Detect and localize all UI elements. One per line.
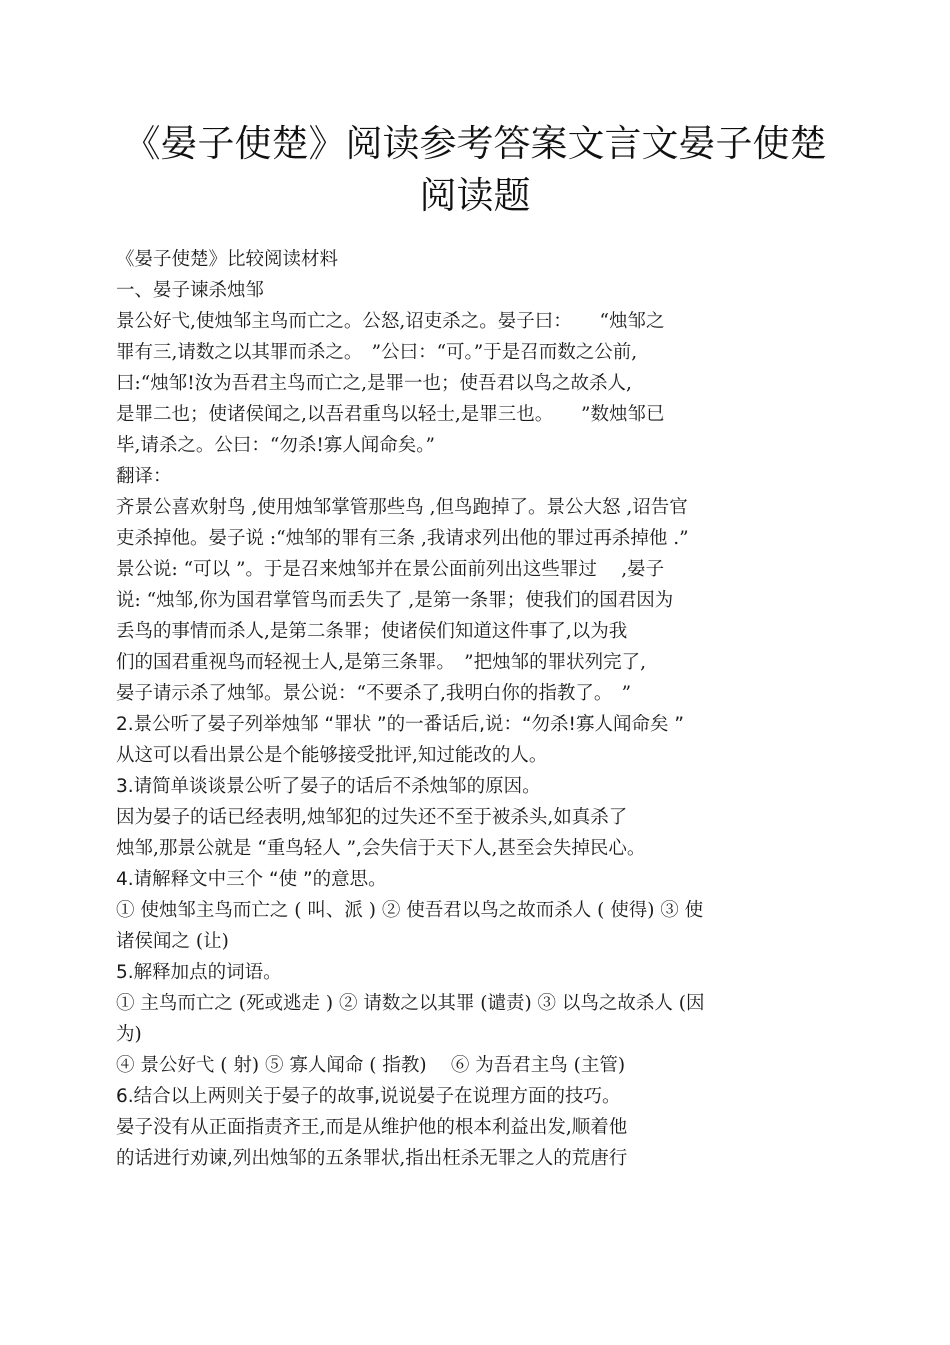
answer-line: 从这可以看出景公是个能够接受批评,知过能改的人。	[116, 745, 548, 766]
answer-line: 因为晏子的话已经表明,烛邹犯的过失还不至于被杀头,如真杀了	[116, 807, 628, 828]
answer-line: 诸侯闻之 (让)	[116, 931, 229, 952]
text-line: 景公好弋,使烛邹主鸟而亡之。公怒,诏吏杀之。晏子曰： “烛邹之	[116, 311, 665, 332]
question-line: 4.请解释文中三个 “使 ”的意思。	[116, 869, 387, 890]
translation-heading: 翻译：	[116, 466, 172, 487]
text-line: 罪有三,请数之以其罪而杀之。 ”公曰：“可。”于是召而数之公前,	[116, 342, 638, 363]
text-line: 们的国君重视鸟而轻视士人,是第三条罪。 ”把烛邹的罪状列完了,	[116, 652, 646, 673]
answer-line: 的话进行劝谏,列出烛邹的五条罪状,指出枉杀无罪之人的荒唐行	[116, 1148, 628, 1169]
question-line: 3.请简单谈谈景公听了晏子的话后不杀烛邹的原因。	[116, 776, 541, 797]
question-line: 5.解释加点的词语。	[116, 962, 282, 983]
document-title	[60, 118, 890, 222]
answer-line: ① 使烛邹主鸟而亡之 ( 叫、派 ) ② 使吾君以鸟之故而杀人 ( 使得) ③ 使	[116, 900, 704, 921]
text-line: 齐景公喜欢射鸟 ,使用烛邹掌管那些鸟 ,但鸟跑掉了。景公大怒 ,诏告官	[116, 497, 688, 518]
title-line-1: 《晏子使楚》阅读参考答案文言文晏子使楚	[123, 122, 827, 165]
section-heading: 一、晏子谏杀烛邹	[116, 280, 265, 301]
answer-line: 为)	[116, 1024, 142, 1045]
text-line: 晏子请示杀了烛邹。景公说：“不要杀了,我明白你的指教了。 ”	[116, 683, 632, 704]
text-line: 景公说: “可以 ”。于是召来烛邹并在景公面前列出这些罪过 ,晏子	[116, 559, 665, 580]
answer-line: ① 主鸟而亡之 (死或逃走 ) ② 请数之以其罪 (谴责) ③ 以鸟之故杀人 (因	[116, 993, 705, 1014]
document-body	[116, 244, 836, 1174]
answer-line: 烛邹,那景公就是 “重鸟轻人 ”,会失信于天下人,甚至会失掉民心。	[116, 838, 646, 859]
question-line: 6.结合以上两则关于晏子的故事,说说晏子在说理方面的技巧。	[116, 1086, 621, 1107]
text-line: 说: “烛邹,你为国君掌管鸟而丢失了 ,是第一条罪；使我们的国君因为	[116, 590, 674, 611]
text-line: 是罪二也；使诸侯闻之,以吾君重鸟以轻士,是罪三也。 ”数烛邹已	[116, 404, 665, 425]
text-line: 毕,请杀之。公曰：“勿杀!寡人闻命矣。”	[116, 435, 435, 456]
text-line: 《晏子使楚》比较阅读材料	[116, 249, 339, 270]
title-line-2: 阅读题	[419, 174, 531, 217]
answer-line: ④ 景公好弋 ( 射) ⑤ 寡人闻命 ( 指教) ⑥ 为吾君主鸟 (主管)	[116, 1055, 626, 1076]
question-line: 2.景公听了晏子列举烛邹 “罪状 ”的一番话后,说：“勿杀!寡人闻命矣 ”	[116, 714, 684, 735]
text-line: 丢鸟的事情而杀人,是第二条罪；使诸侯们知道这件事了,以为我	[116, 621, 628, 642]
text-line: 曰:“烛邹!汝为吾君主鸟而亡之,是罪一也；使吾君以鸟之故杀人,	[116, 373, 632, 394]
text-line: 吏杀掉他。晏子说 :“烛邹的罪有三条 ,我请求列出他的罪过再杀掉他 .”	[116, 528, 689, 549]
answer-line: 晏子没有从正面指责齐王,而是从维护他的根本利益出发,顺着他	[116, 1117, 628, 1138]
